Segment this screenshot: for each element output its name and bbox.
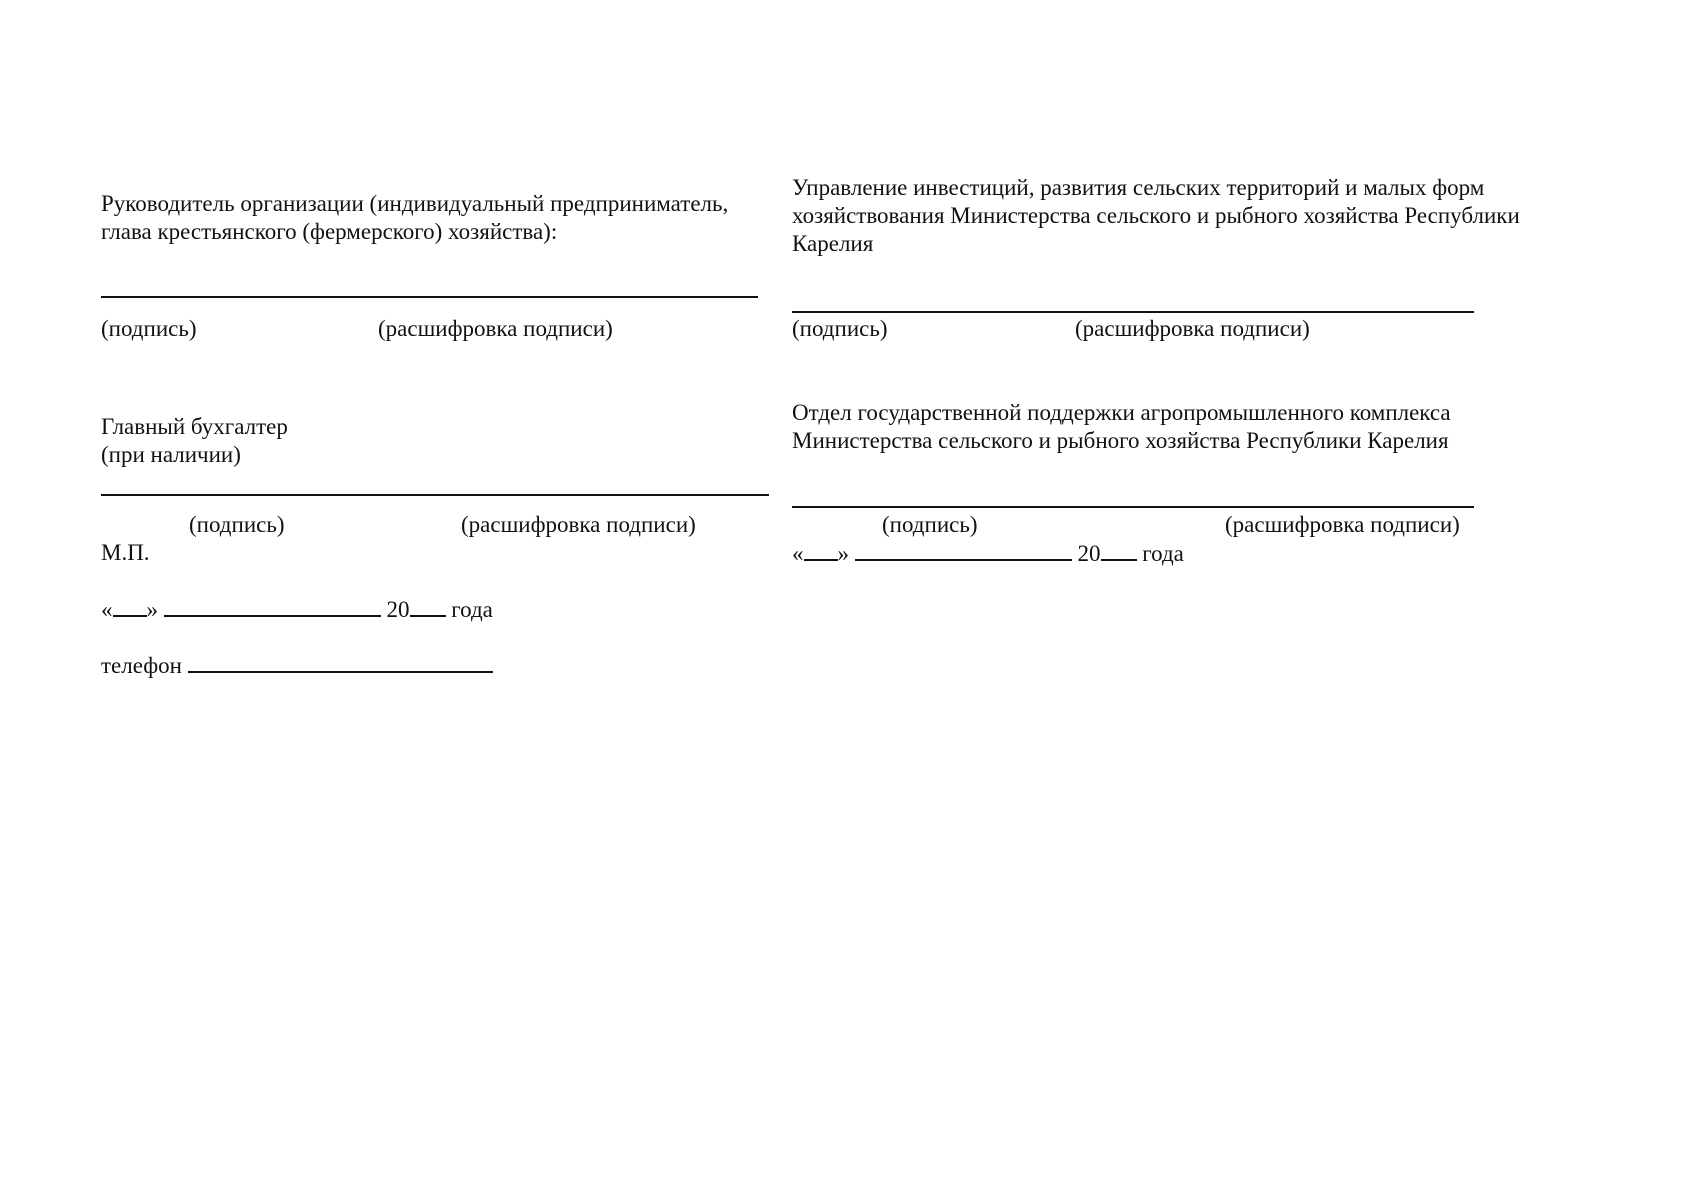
- year-blank: [410, 595, 446, 617]
- stamp-label: М.П.: [101, 540, 150, 565]
- accountant-signature-line: [101, 494, 769, 496]
- department-2-signature-label: (подпись): [882, 512, 978, 537]
- month-blank: [855, 539, 1072, 561]
- right-date-line: [792, 539, 1184, 568]
- department-1-decoding-label: (расшифровка подписи): [1075, 316, 1310, 341]
- department-1-line-2: хозяйствования Министерства сельского и рыбного хозяйства Республики: [792, 203, 1520, 228]
- day-blank: [804, 539, 838, 561]
- month-blank: [164, 595, 381, 617]
- date-close-quote: »: [837, 541, 849, 566]
- department-1-signature-label: (подпись): [792, 316, 888, 341]
- department-2-line-1: Отдел государственной поддержки агропромышленного комплекса: [792, 400, 1451, 425]
- accountant-signature-label: (подпись): [189, 512, 285, 537]
- date-open-quote: «: [792, 541, 804, 566]
- head-title-line-1: Руководитель организации (индивидуальный предприниматель,: [101, 191, 729, 216]
- year-blank: [1101, 539, 1137, 561]
- accountant-title-line-1: Главный бухгалтер: [101, 414, 288, 439]
- department-1-signature-line: [792, 311, 1474, 313]
- head-decoding-label: (расшифровка подписи): [378, 316, 613, 341]
- year-suffix: года: [451, 597, 493, 622]
- phone-row: [101, 651, 493, 680]
- year-suffix: года: [1142, 541, 1184, 566]
- year-prefix: 20: [1077, 541, 1101, 566]
- department-2-line-2: Министерства сельского и рыбного хозяйства Республики Карелия: [792, 428, 1449, 453]
- date-close-quote: »: [146, 597, 158, 622]
- head-signature-line: [101, 296, 758, 298]
- accountant-decoding-label: (расшифровка подписи): [461, 512, 696, 537]
- phone-blank: [188, 651, 493, 673]
- department-1-line-3: Карелия: [792, 231, 874, 256]
- department-2-decoding-label: (расшифровка подписи): [1225, 512, 1460, 537]
- department-2-signature-line: [792, 506, 1474, 508]
- phone-label: телефон: [101, 653, 182, 678]
- year-prefix: 20: [386, 597, 410, 622]
- accountant-title-line-2: (при наличии): [101, 442, 241, 467]
- date-open-quote: «: [101, 597, 113, 622]
- left-date-line: [101, 595, 493, 624]
- head-signature-label: (подпись): [101, 316, 197, 341]
- department-1-line-1: Управление инвестиций, развития сельских территорий и малых форм: [792, 175, 1485, 200]
- day-blank: [113, 595, 147, 617]
- head-title-line-2: глава крестьянского (фермерского) хозяйства):: [101, 219, 558, 244]
